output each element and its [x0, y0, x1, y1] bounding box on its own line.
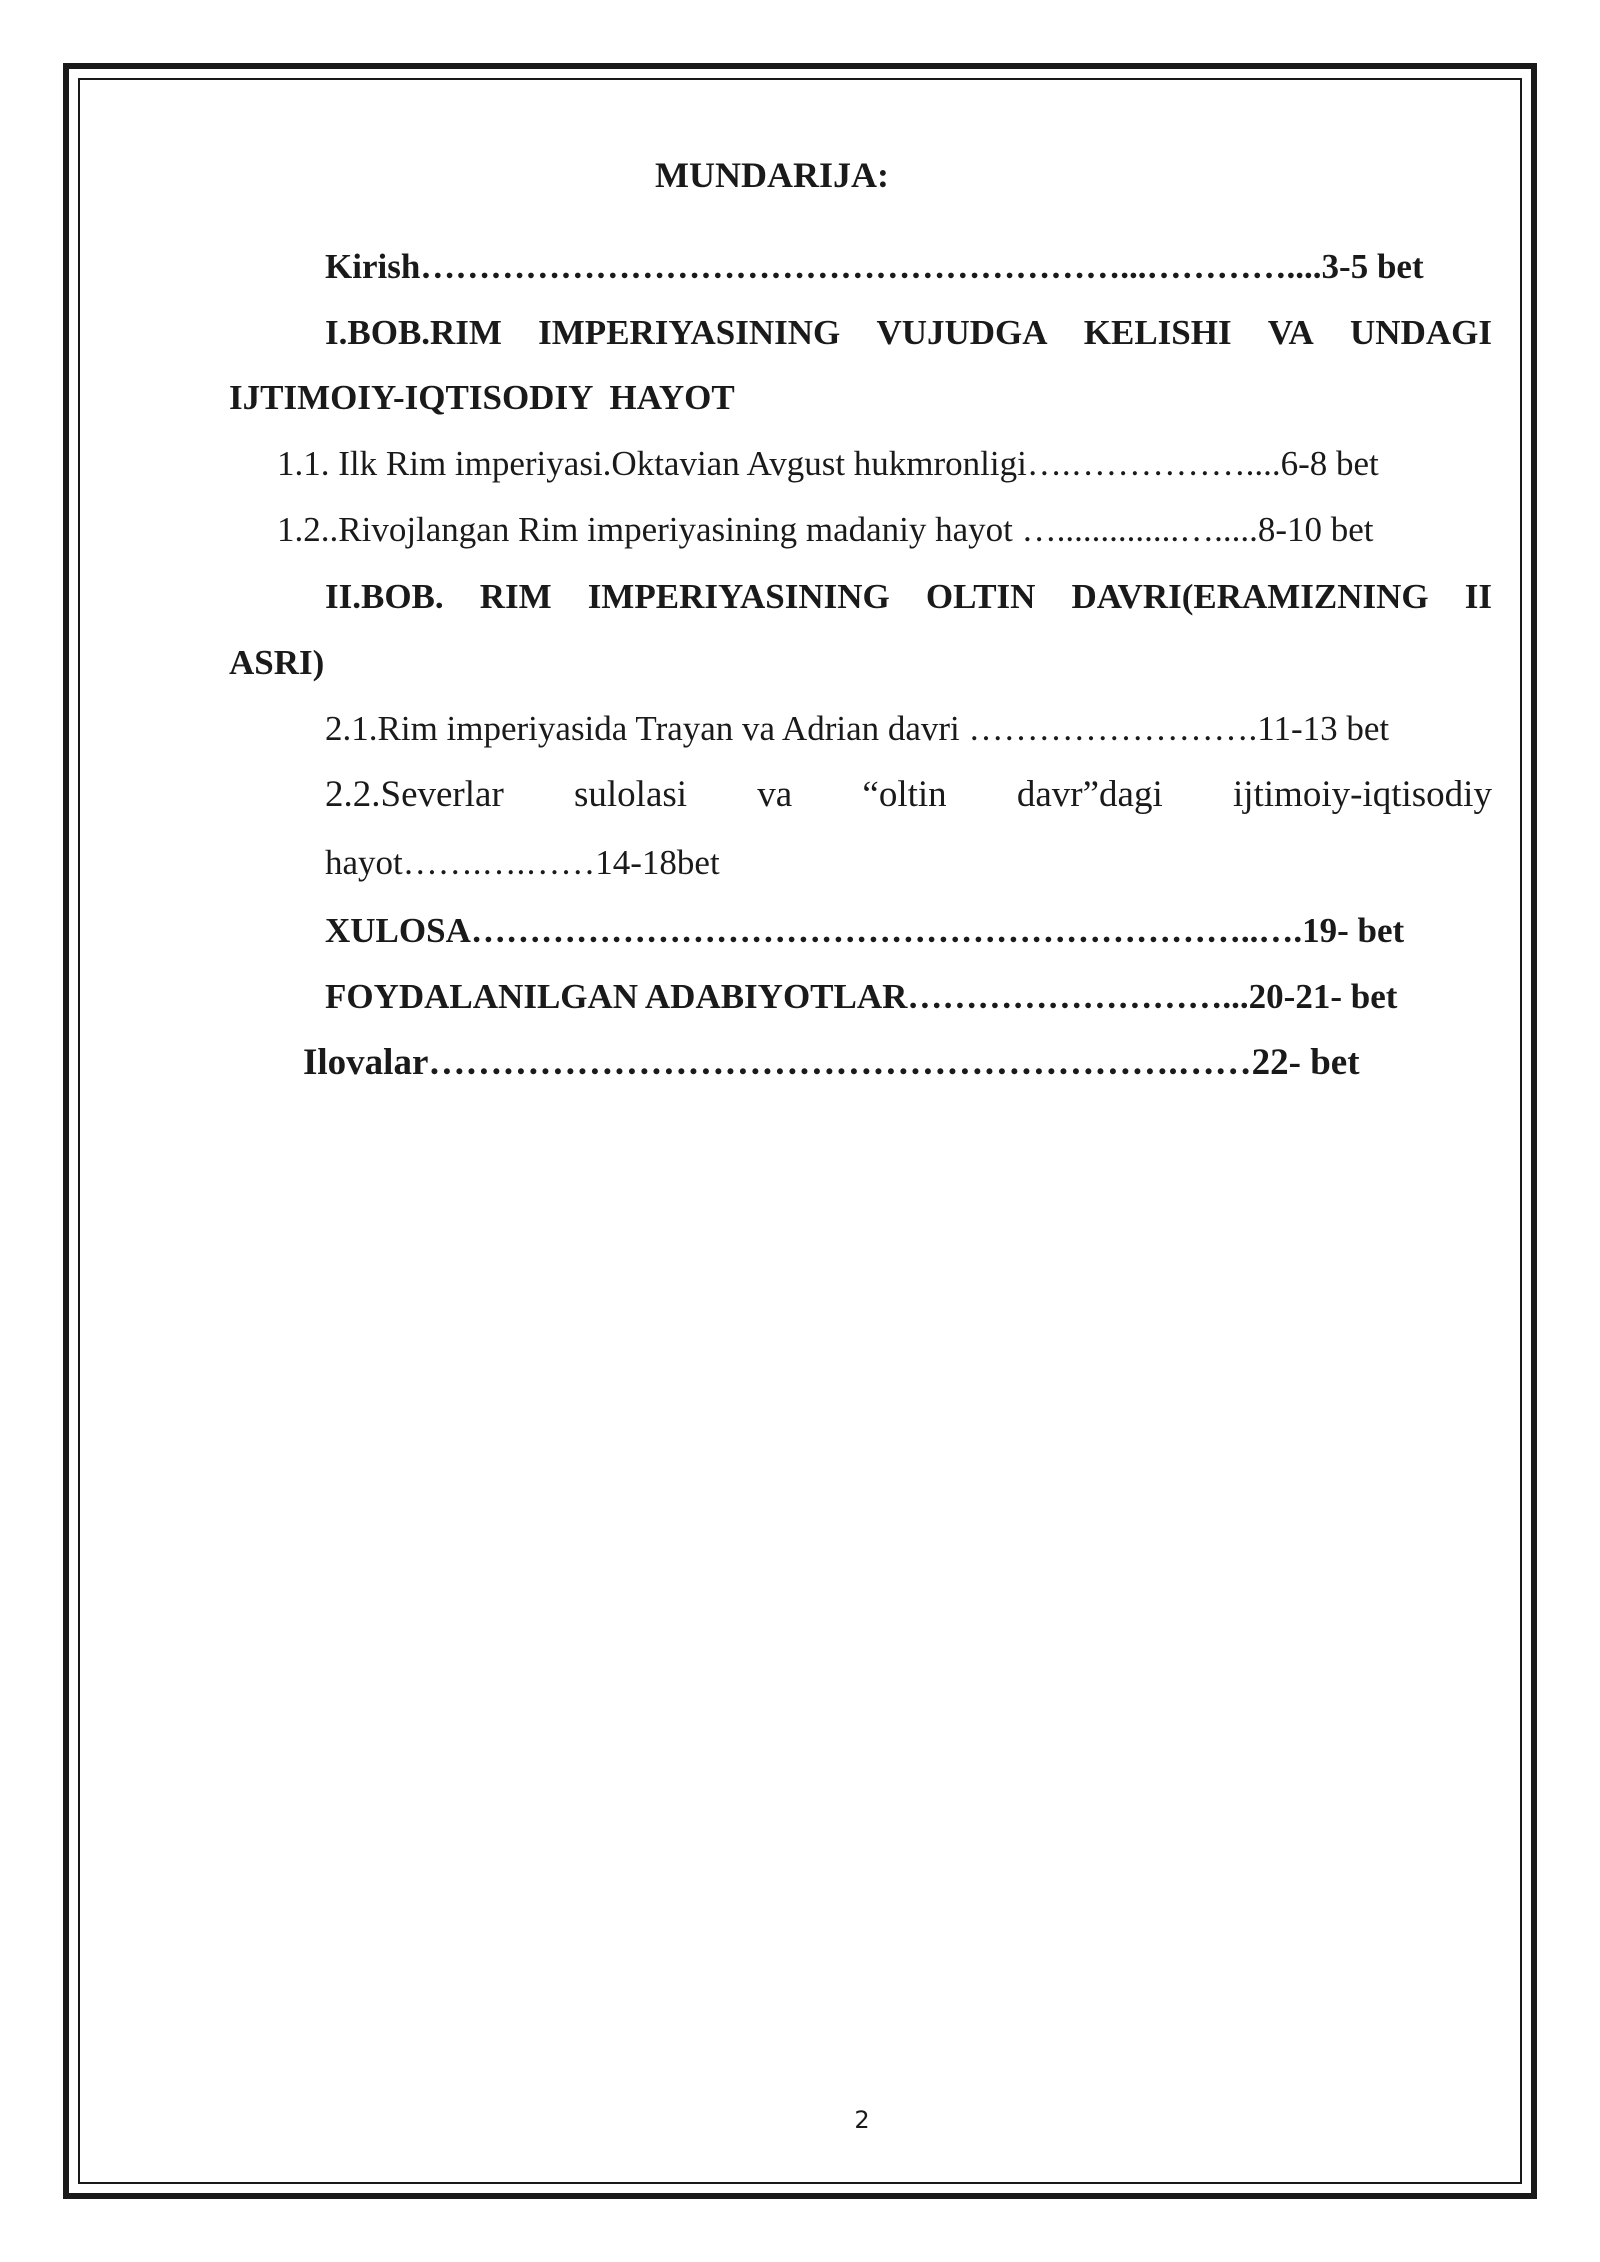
toc-word: IMPERIYASINING	[587, 577, 890, 616]
toc-entry-appendix: Ilovalar…………………………………………………….……22- bet	[303, 1042, 1360, 1083]
toc-entry-chapter-1-line-2: IJTIMOIY-IQTISODIY HAYOT	[229, 378, 735, 417]
toc-entry-references: FOYDALANILGAN ADABIYOTLAR………………………...20-21- bet	[325, 977, 1398, 1016]
toc-word: II.BOB.	[325, 577, 444, 616]
toc-entry-conclusion: XULOSA…………………………………………………………..….19- bet	[325, 911, 1405, 950]
toc-entry-chapter-1-line-1	[325, 313, 1492, 353]
toc-entry-section-1-2: 1.2..Rivojlangan Rim imperiyasining madaniy hayot …..............….....8-10 bet	[277, 510, 1374, 549]
toc-word: KELISHI	[1083, 313, 1232, 352]
toc-entry-chapter-2-line-2: ASRI)	[229, 643, 325, 682]
toc-entry-section-1-1: 1.1. Ilk Rim imperiyasi.Oktavian Avgust hukmronligi….……………....6-8 bet	[277, 444, 1379, 483]
toc-word: UNDAGI	[1350, 313, 1492, 352]
toc-word: IMPERIYASINING	[538, 313, 841, 352]
toc-entry-section-2-1: 2.1.Rim imperiyasida Trayan va Adrian davri …………………….11-13 bet	[325, 709, 1390, 748]
toc-word: VA	[1267, 313, 1314, 352]
document-title: MUNDARIJA:	[655, 155, 889, 195]
page-number: 2	[854, 2106, 870, 2134]
toc-word: ijtimoiy-iqtisodiy	[1232, 774, 1492, 815]
toc-entry-chapter-2-line-1	[325, 577, 1492, 617]
toc-word: I.BOB.RIM	[325, 313, 502, 352]
toc-entry-section-2-2-line-1	[325, 775, 1492, 815]
toc-word: davr”dagi	[1016, 774, 1163, 815]
toc-word: va	[757, 774, 793, 815]
toc-word: sulolasi	[573, 774, 688, 815]
toc-word: “oltin	[862, 774, 947, 815]
toc-word: VUJUDGA	[876, 313, 1048, 352]
toc-word: RIM	[479, 577, 552, 616]
toc-word: DAVRI(ERAMIZNING	[1071, 577, 1429, 616]
toc-entry-intro: Kirish……………………………………………………...…………....3-5 bet	[325, 247, 1424, 286]
toc-word: 2.2.Severlar	[325, 774, 504, 815]
toc-word: OLTIN	[925, 577, 1036, 616]
toc-word: II	[1464, 577, 1492, 616]
toc-entry-section-2-2-line-2: hayot…….….……14-18bet	[325, 843, 720, 882]
